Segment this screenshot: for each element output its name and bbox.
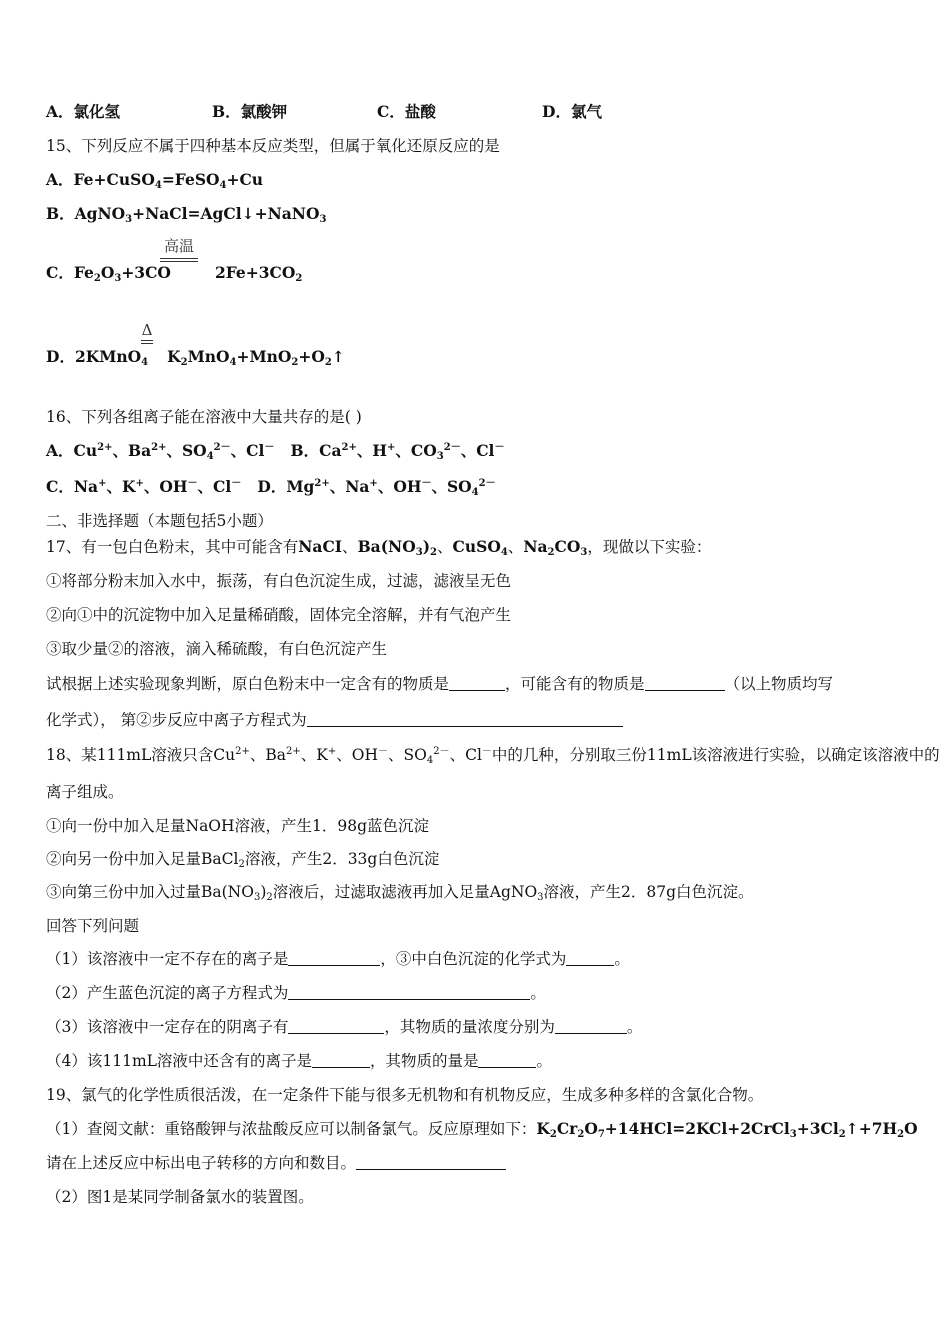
q16-stem: 16、下列各组离子能在溶液中大量共存的是( ) bbox=[46, 408, 362, 426]
q15-condition-heat: Δ bbox=[141, 321, 153, 339]
q17-stem: 17、有一包白色粉末，其中可能含有NaCI、$Ba(NO_3)_2$、CuSO$_4$、$Na_2CO_3$，现做以下实验： bbox=[46, 537, 712, 558]
q17-question-line-1: 试根据上述实验现象判断，原白色粉末中一定含有的物质是 ，可能含有的物质是 （以上物质均写 bbox=[46, 675, 834, 693]
q18-part-3: （3）该溶液中一定存在的阴离子有 ，其物质的量浓度分别为 。 bbox=[46, 1018, 643, 1036]
q19-part-1-line-2: 请在上述反应中标出电子转移的方向和数目。 bbox=[46, 1153, 506, 1173]
q18-stem: 18、某111mL溶液只含$Cu^{2+}$、$Ba^{2+}$、K+、OH－、$SO_4^{2-}$、Cl－中的几种，分别取三份11mL该溶液进行实验，以确定该溶液中的 bbox=[46, 746, 940, 766]
q14-option-b: B．氯酸钾 bbox=[212, 102, 288, 121]
q14-option-a: A．氯化氢 bbox=[46, 102, 121, 121]
q18-blank-other-ions[interactable] bbox=[312, 1051, 370, 1068]
q15-option-c: C．$Fe_2O_3+3CO$ $2Fe+3CO_2$ bbox=[46, 263, 303, 284]
section-title: 二、非选择题（本题包括5小题） bbox=[46, 512, 273, 530]
q14-option-d: D．氯气 bbox=[542, 102, 602, 121]
q17-blank-certain[interactable] bbox=[449, 674, 505, 691]
q17-blank-ionic-equation[interactable] bbox=[307, 710, 623, 727]
q18-stem-line-2: 离子组成。 bbox=[46, 783, 124, 801]
q18-blank-blue-precipitate-equation[interactable] bbox=[288, 983, 530, 1000]
q18-step-2: ②向另一份中加入足量BaCl$_2$溶液，产生2．33g白色沉淀 bbox=[46, 850, 440, 870]
q19-part-1: （1）查阅文献：重铬酸钾与浓盐酸反应可以制备氯气。反应原理如下：$K_2Cr_2O_7+14HCl=2KCl+2CrCl_3+3Cl_2↑+7H_2O$ bbox=[46, 1119, 918, 1140]
q14-option-c: C．盐酸 bbox=[377, 102, 436, 121]
q15-option-b: B．AgNO$_3$+NaCl=AgCl↓+NaNO$_3$ bbox=[46, 204, 327, 225]
q18-part-2: （2）产生蓝色沉淀的离子方程式为 。 bbox=[46, 984, 546, 1002]
q18-blank-amount[interactable] bbox=[478, 1051, 536, 1068]
q17-step-2: ②向①中的沉淀物中加入足量稀硝酸，固体完全溶解，并有气泡产生 bbox=[46, 606, 512, 624]
q18-step-3: ③向第三份中加入过量$Ba(NO_3)_2$溶液后，过滤取滤液再加入足量AgNO$_3$溶液，产生2．87g白色沉淀。 bbox=[46, 883, 754, 903]
q18-step-1: ①向一份中加入足量NaOH溶液，产生1．98g蓝色沉淀 bbox=[46, 817, 430, 835]
q19-stem: 19、氯气的化学性质很活泼，在一定条件下能与很多无机物和有机物反应，生成多种多样的含氯化合物。 bbox=[46, 1086, 764, 1104]
q16-options-cd: C．Na+、K+、OH－、Cl－ D．$Mg^{2+}$、Na+、OH－、$SO_4^{2-}$ bbox=[46, 477, 496, 498]
q15-stem: 15、下列反应不属于四种基本反应类型，但属于氧化还原反应的是 bbox=[46, 137, 500, 155]
q16-options-ab: A．$Cu^{2+}$、$Ba^{2+}$、$SO_4^{2-}$、Cl－ B．$Ca^{2+}$、H+、$CO_3^{2-}$、Cl－ bbox=[46, 441, 505, 462]
q19-part-2: （2）图1是某同学制备氯水的装置图。 bbox=[46, 1188, 314, 1206]
q15-option-d: D．2KMnO$_4$ $K_2MnO_4+MnO_2+O_2↑$ bbox=[46, 347, 345, 368]
q18-blank-absent-ions[interactable] bbox=[288, 949, 380, 966]
q17-question-line-2: 化学式）， 第②步反应中离子方程式为 bbox=[46, 710, 623, 730]
q18-blank-concentrations[interactable] bbox=[555, 1017, 627, 1034]
q15-condition-equals-sign bbox=[160, 258, 198, 262]
q15-option-a: A．Fe+CuSO$_4$=FeSO$_4$+Cu bbox=[46, 170, 264, 191]
q19-blank-electron-transfer[interactable] bbox=[356, 1153, 506, 1170]
q18-blank-anions[interactable] bbox=[288, 1017, 384, 1034]
q18-part-1: （1）该溶液中一定不存在的离子是 ，③中白色沉淀的化学式为 。 bbox=[46, 950, 630, 968]
q17-step-3: ③取少量②的溶液，滴入稀硫酸，有白色沉淀产生 bbox=[46, 640, 388, 658]
q18-blank-precipitate-formula[interactable] bbox=[566, 949, 614, 966]
q15-condition-high-temp: 高温 bbox=[163, 237, 194, 255]
q17-blank-possible[interactable] bbox=[645, 674, 725, 691]
q17-step-1: ①将部分粉末加入水中，振荡，有白色沉淀生成，过滤，滤液呈无色 bbox=[46, 572, 512, 590]
q18-part-4: （4）该111mL溶液中还含有的离子是 ，其物质的量是 。 bbox=[46, 1052, 552, 1070]
q15-condition-equals-sign-d bbox=[141, 340, 153, 344]
q18-answer-intro: 回答下列问题 bbox=[46, 917, 140, 935]
